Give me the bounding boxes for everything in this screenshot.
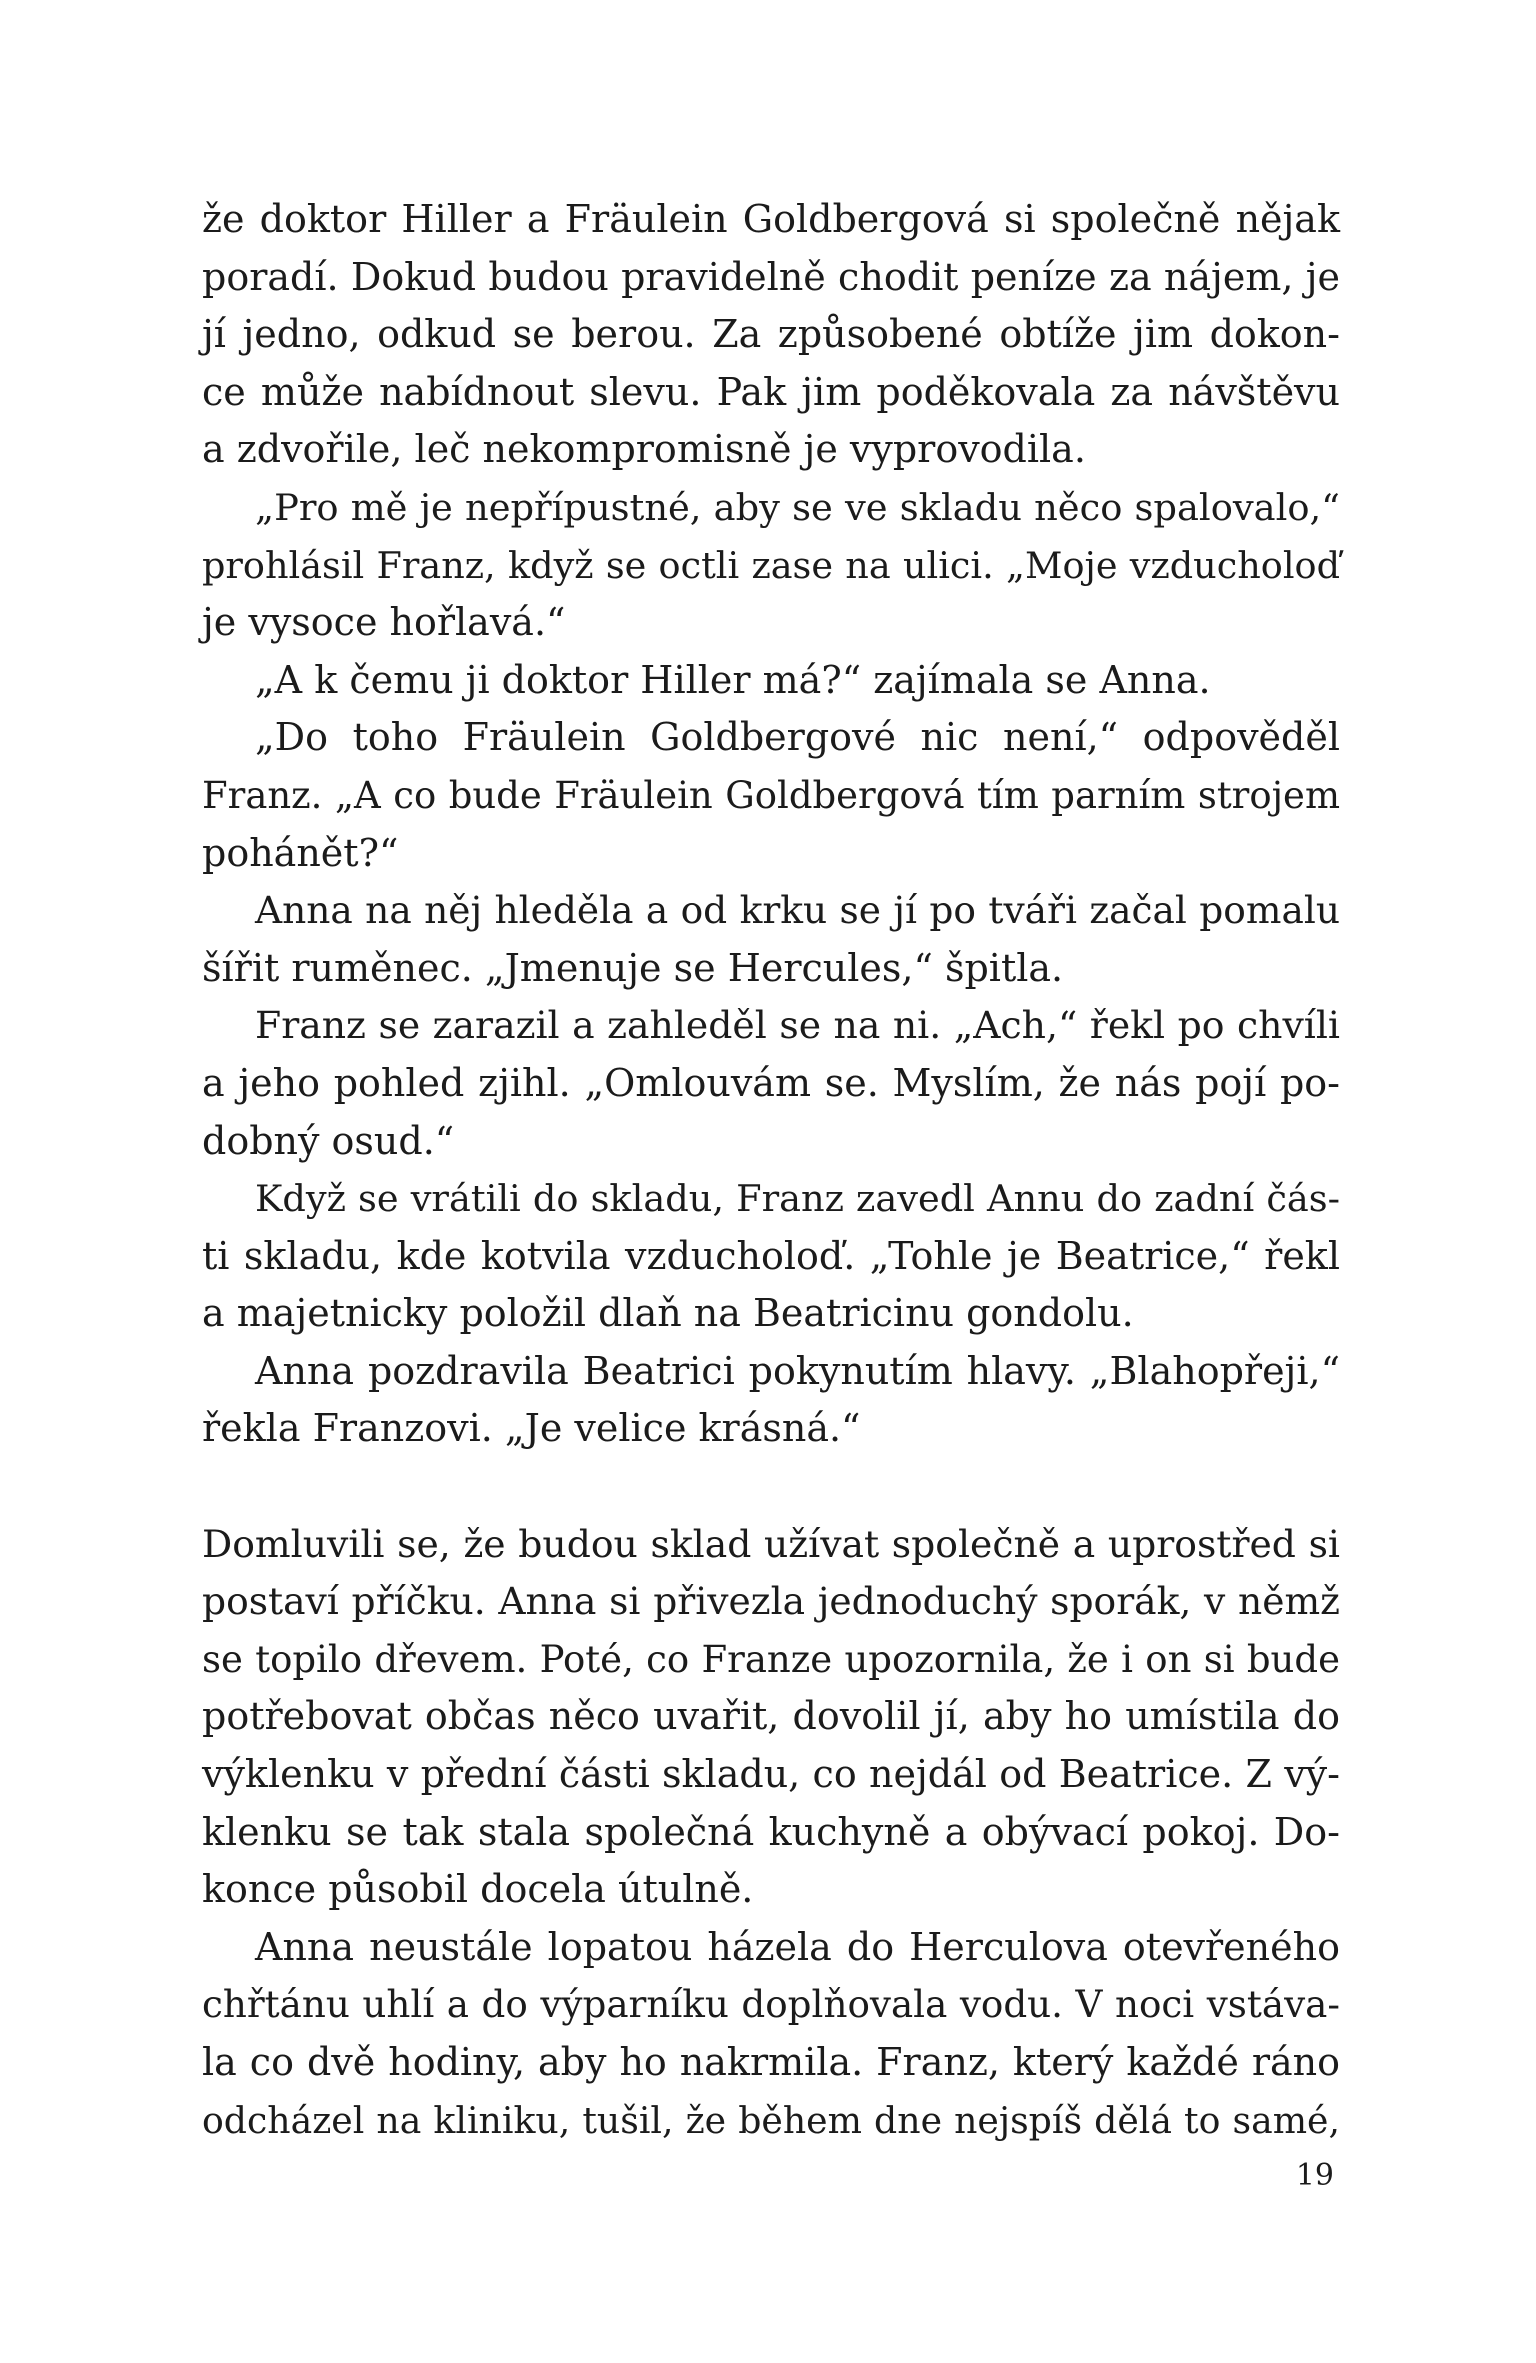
text-line: řekla Franzovi. „Je velice krásná.“ — [202, 1406, 861, 1451]
text-line: Franz se zarazil a zahleděl se na ni. „Ach,“ řekl po chvíli — [255, 1003, 1340, 1048]
text-line: dobný osud.“ — [202, 1118, 455, 1163]
text-line: pohánět?“ — [202, 830, 399, 875]
text-line: výklenku v přední části skladu, co nejdál od Beatrice. Z vý- — [202, 1752, 1340, 1797]
text-line: la co dvě hodiny, aby ho nakrmila. Franz, který každé ráno — [202, 2040, 1340, 2084]
text-line: „Do toho Fräulein Goldbergové nic není,“ odpověděl — [255, 715, 1340, 760]
text-line: klenku se tak stala společná kuchyně a obývací pokoj. Do- — [202, 1809, 1340, 1854]
text-line: „Pro mě je nepřípustné, aby se ve skladu něco spalovalo,“ — [255, 485, 1340, 529]
text-line: prohlásil Franz, když se octli zase na ulici. „Moje vzducholoď — [202, 543, 1340, 587]
text-line: Anna pozdravila Beatrici pokynutím hlavy. „Blahopřeji,“ — [255, 1348, 1340, 1393]
text-line: odcházel na kliniku, tušil, že během dne nejspíš dělá to samé, — [202, 2098, 1340, 2142]
text-line: a zdvořile, leč nekompromisně je vyprovodila. — [202, 427, 1086, 472]
text-line: chřtánu uhlí a do výparníku doplňovala vodu. V noci vstáva- — [202, 1982, 1340, 2027]
text-line: ce může nabídnout slevu. Pak jim poděkovala za návštěvu — [202, 369, 1340, 414]
text-line: že doktor Hiller a Fräulein Goldbergová si společně nějak — [202, 197, 1340, 241]
section-break — [202, 1458, 1340, 1516]
text-line: konce působil docela útulně. — [202, 1867, 754, 1912]
text-line: jí jedno, odkud se berou. Za způsobené obtíže jim dokon- — [202, 312, 1340, 357]
page-number: 19 — [1295, 2158, 1334, 2193]
text-line: potřebovat občas něco uvařit, dovolil jí, aby ho umístila do — [202, 1694, 1340, 1739]
text-line: a jeho pohled zjihl. „Omlouvám se. Myslím, že nás pojí po- — [202, 1060, 1340, 1105]
text-line: Domluvili se, že budou sklad užívat společně a uprostřed si — [202, 1521, 1340, 1566]
text-line: poradí. Dokud budou pravidelně chodit peníze za nájem, je — [202, 254, 1340, 299]
text-line: je vysoce hořlavá.“ — [202, 600, 566, 645]
text-line: „A k čemu ji doktor Hiller má?“ zajímala se Anna. — [255, 657, 1211, 702]
text-line: šířit ruměnec. „Jmenuje se Hercules,“ špitla. — [202, 945, 1064, 990]
text-line: Když se vrátili do skladu, Franz zavedl Annu do zadní čás- — [255, 1177, 1340, 1221]
body-text — [202, 191, 1340, 2149]
text-line: a majetnicky položil dlaň na Beatricinu gondolu. — [202, 1291, 1134, 1336]
text-line: Anna na něj hleděla a od krku se jí po tváři začal pomalu — [255, 888, 1340, 933]
text-line: se topilo dřevem. Poté, co Franze upozornila, že i on si bude — [202, 1637, 1340, 1681]
text-line: postaví příčku. Anna si přivezla jednoduchý sporák, v němž — [202, 1579, 1340, 1624]
text-line: Franz. „A co bude Fräulein Goldbergová tím parním strojem — [202, 773, 1340, 817]
text-line: ti skladu, kde kotvila vzducholoď. „Tohle je Beatrice,“ řekl — [202, 1233, 1340, 1278]
text-line: Anna neustále lopatou házela do Herculova otevřeného — [255, 1924, 1340, 1969]
